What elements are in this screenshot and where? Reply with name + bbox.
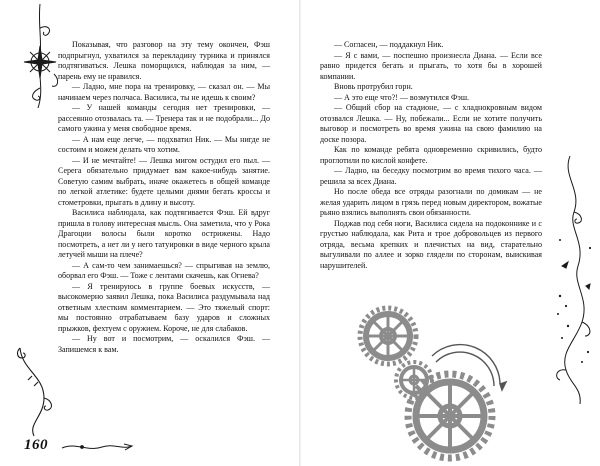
right-text-column: [320, 40, 542, 271]
paragraph: — А нам еще легче, — подхватил Ник. — Мы нигде не состоим и можем делать что хотим.: [58, 134, 270, 154]
paragraph: — Ну вот и посмотрим, — оскалился Фэш. — Запишемся к вам.: [58, 334, 270, 354]
right-page: [300, 0, 600, 466]
paragraph: Вновь протрубил горн.: [334, 82, 413, 91]
paragraph: — Ладно, мне пора на тренировку, — сказал он. — Мы начинаем через полчаса. Василиса, ты не идешь к своим?: [58, 82, 270, 102]
clockwork-gears-icon: [352, 300, 512, 462]
paragraph: — Я тренируюсь в группе боевых искусств, — высокомерно заявил Лешка, пока Василиса раздумывала над ответным хлестким комментарием. — Это тяжелый спорт: мы постоянно отрабатываем базу ударов и сложных прыжков, фехтуем с оружием. Короче, не для слабаков.: [58, 281, 270, 333]
page-number: 160: [24, 437, 48, 453]
compass-rose-flourish-icon: [18, 4, 62, 108]
paragraph: — А это еще что?! — возмутился Фэш.: [334, 92, 470, 102]
spiral-flourish-icon: [14, 346, 58, 438]
paragraph: Василиса наблюдала, как подтягивается Фэш. Ей вдруг пришла в голову интересная мысль. Она заметила, что у Рока Драгоции волосы были коротко острижены. Надо посмотреть, а нет ли у него татуировки в виде черного крыла летучей мыши на плече?: [58, 208, 270, 259]
paragraph: Поджав под себя ноги, Василиса сидела на подоконнике и с грустью наблюдала, как Рита и трое добровольцев из первого отряда, весьма крепких и плечистых на вид, старательно выгуливали по аллее и зорко глядели по сторонам, выискивая нарушителей.: [320, 218, 542, 270]
left-text-column: [58, 40, 270, 355]
paragraph: — А сам-то чем занимаешься? — спрыгивая на землю, оборвал его Фэш. — Тоже с лентами скачешь, как Огнева?: [58, 260, 270, 280]
paragraph: — У нашей команды сегодня нет тренировки, — рассеянно отозвалась та. — Тренера так и не подобрали... До самого ужина у меня свободное время.: [58, 103, 270, 133]
paragraph: Показывая, что разговор на эту тему окончен, Фэш подпрыгнул, ухватился за перекладину турника и принялся подтягиваться. Лешка поморщился, наблюдая за ним, — парень ему не нравился.: [58, 40, 270, 81]
paragraph: Но после обеда все отряды разогнали по домикам — не желая ударить лицом в грязь перед новым директором, вожатые рьяно взялись выполнять свои обязанности.: [320, 187, 542, 217]
paragraph: — Согласен, — поддакнул Ник.: [334, 40, 444, 49]
paragraph: — И не мечтайте! — Лешка мигом остудил его пыл. — Серега обязательно придумает вам какое-нибудь занятие. Советую самим выбрать, иначе окажетесь в общей команде по легкой атлетике: будете целыми днями бегать кроссы и стометровки, прыгать в длину и высоту.: [58, 155, 270, 207]
paragraph: — Я с вами, — поспешно произнесла Диана. — Если все равно придется бегать и прыгать, то хотя бы в хорошей компании.: [320, 50, 542, 81]
paragraph: — Ладно, на беседку посмотрим во время тихого часа. — решила за всех Диана.: [320, 166, 542, 186]
paragraph: — Общий сбор на стадионе, — с хладнокровным видом отозвался Лешка. — Ну, побежали... Если не хотите получить выговор и посмотреть во время ужина на свою фамилию на доске позора.: [320, 103, 542, 144]
page-number-flourish-icon: [62, 438, 134, 456]
paragraph: Как по команде ребята одновременно скривились, будто проглотили по кислой конфете.: [320, 145, 542, 165]
swirl-flourish-icon: [552, 156, 596, 406]
